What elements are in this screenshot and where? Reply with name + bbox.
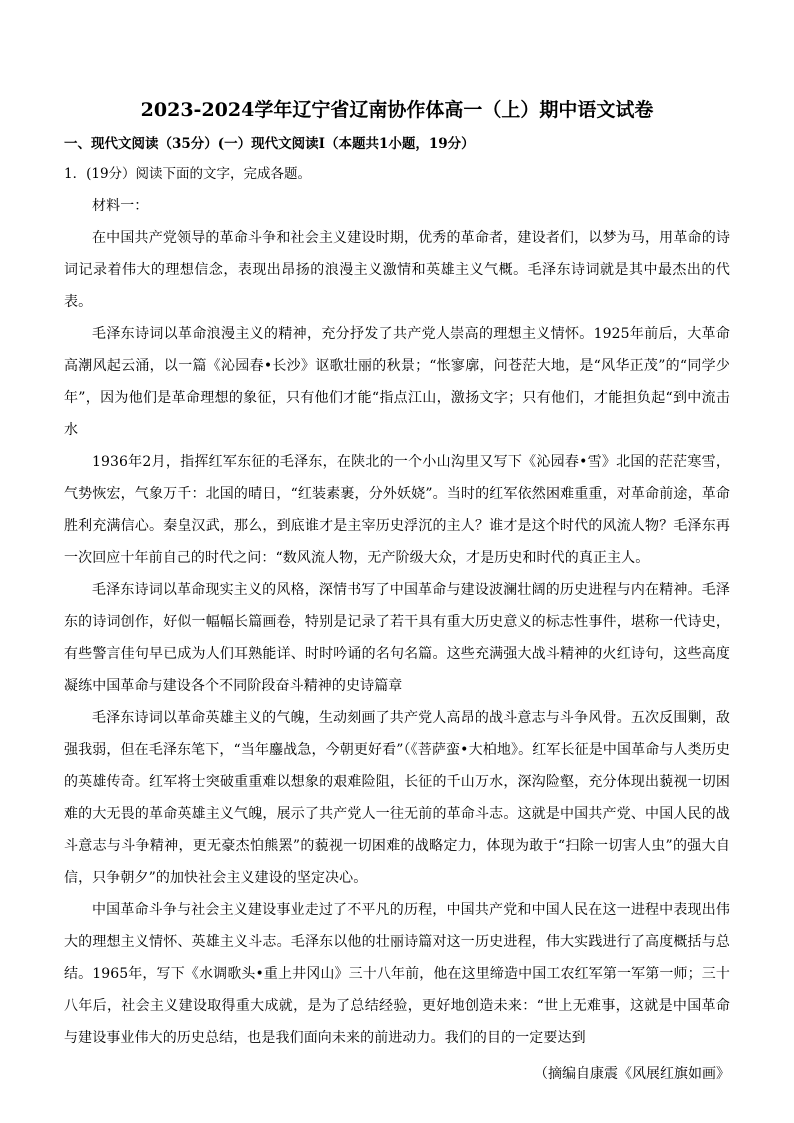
page-title: 2023-2024学年辽宁省辽南协作体高一（上）期中语文试卷 bbox=[140, 99, 654, 121]
paragraph: 中国革命斗争与社会主义建设事业走过了不平凡的历程，中国共产党和中国人民在这一进程中表现出伟大的理想主义情怀、英雄主义斗志。毛泽东以他的壮丽诗篇对这一历史进程，伟大实践进行了高度概括与总结。1965年，写下《水调歌头•重上井冈山》三十八年前，他在这里缔造中国工农红军第一军第一师；三十八年后，社会主义建设取得重大成就，是为了总结经验，更好地创造未来：“世上无难事，这就是中国革命与建设事业伟大的历史总结，也是我们面向未来的前进动力。我们的目的一定要达到 bbox=[64, 902, 730, 1046]
paragraph: 毛泽东诗词以革命英雄主义的气魄，生动刻画了共产党人高昂的战斗意志与斗争风骨。五次反围剿，敌强我弱，但在毛泽东笔下，“当年鏖战急，今朝更好看”（《菩萨蛮•大柏地》。红军长征是中国革命与人类历史的英雄传奇。红军将士突破重重难以想象的艰难险阻，长征的千山万水，深沟险壑，充分体现出藐视一切困难的大无畏的革命英雄主义气魄，展示了共产党人一往无前的革命斗志。这就是中国共产党、中国人民的战斗意志与斗争精神，更无豪杰怕熊罴”的藐视一切困难的战略定力，体现为敢于“扫除一切害人虫”的强大自信，只争朝夕”的加快社会主义建设的坚定决心。 bbox=[64, 710, 730, 886]
material-label: 材料一： bbox=[92, 198, 149, 214]
paragraph: 在中国共产党领导的革命斗争和社会主义建设时期，优秀的革命者，建设者们，以梦为马，用革命的诗词记录着伟大的理想信念，表现出昂扬的浪漫主义激情和英雄主义气概。毛泽东诗词就是其中最杰出的代表。 bbox=[64, 230, 730, 310]
section-heading: 一、现代文阅读（35分）(一）现代文阅读Ⅰ（本题共1小题，19分） bbox=[64, 136, 475, 152]
paragraph: 1936年2月，指挥红军东征的毛泽东，在陕北的一个小山沟里又写下《沁园春•雪》北国的茫茫寒雪，气势恢宏，气象万千：北国的晴日，“红装素裹，分外妖娆”。当时的红军依然困难重重，对革命前途，革命胜利充满信心。秦皇汉武，那么，到底谁才是主宰历史浮沉的主人？谁才是这个时代的风流人物？毛泽东再一次回应十年前自己的时代之问：“数风流人物，无产阶级大众，才是历史和时代的真正主人。 bbox=[64, 454, 730, 566]
question-stem: 1．(19分）阅读下面的文字，完成各题。 bbox=[64, 166, 312, 182]
source-citation: （摘编自康震《风展红旗如画》 bbox=[534, 1066, 730, 1082]
paragraph: 毛泽东诗词以革命现实主义的风格，深情书写了中国革命与建设波澜壮阔的历史进程与内在精神。毛泽东的诗词创作，好似一幅幅长篇画卷，特别是记录了若干具有重大历史意义的标志性事件，堪称一代诗史，有些警言佳句早已成为人们耳熟能详、时时吟诵的名句名篇。这些充满强大战斗精神的火红诗句，这些高度凝练中国革命与建设各个不同阶段奋斗精神的史诗篇章 bbox=[64, 582, 730, 694]
paragraph: 毛泽东诗词以革命浪漫主义的精神，充分抒发了共产党人崇高的理想主义情怀。1925年前后，大革命高潮风起云涌，以一篇《沁园春•长沙》讴歌壮丽的秋景；“怅寥廓，问苍茫大地，是“风华正茂”的“同学少年”，因为他们是革命理想的象征，只有他们才能“指点江山，激扬文字；只有他们，才能担负起“到中流击水 bbox=[64, 326, 730, 438]
